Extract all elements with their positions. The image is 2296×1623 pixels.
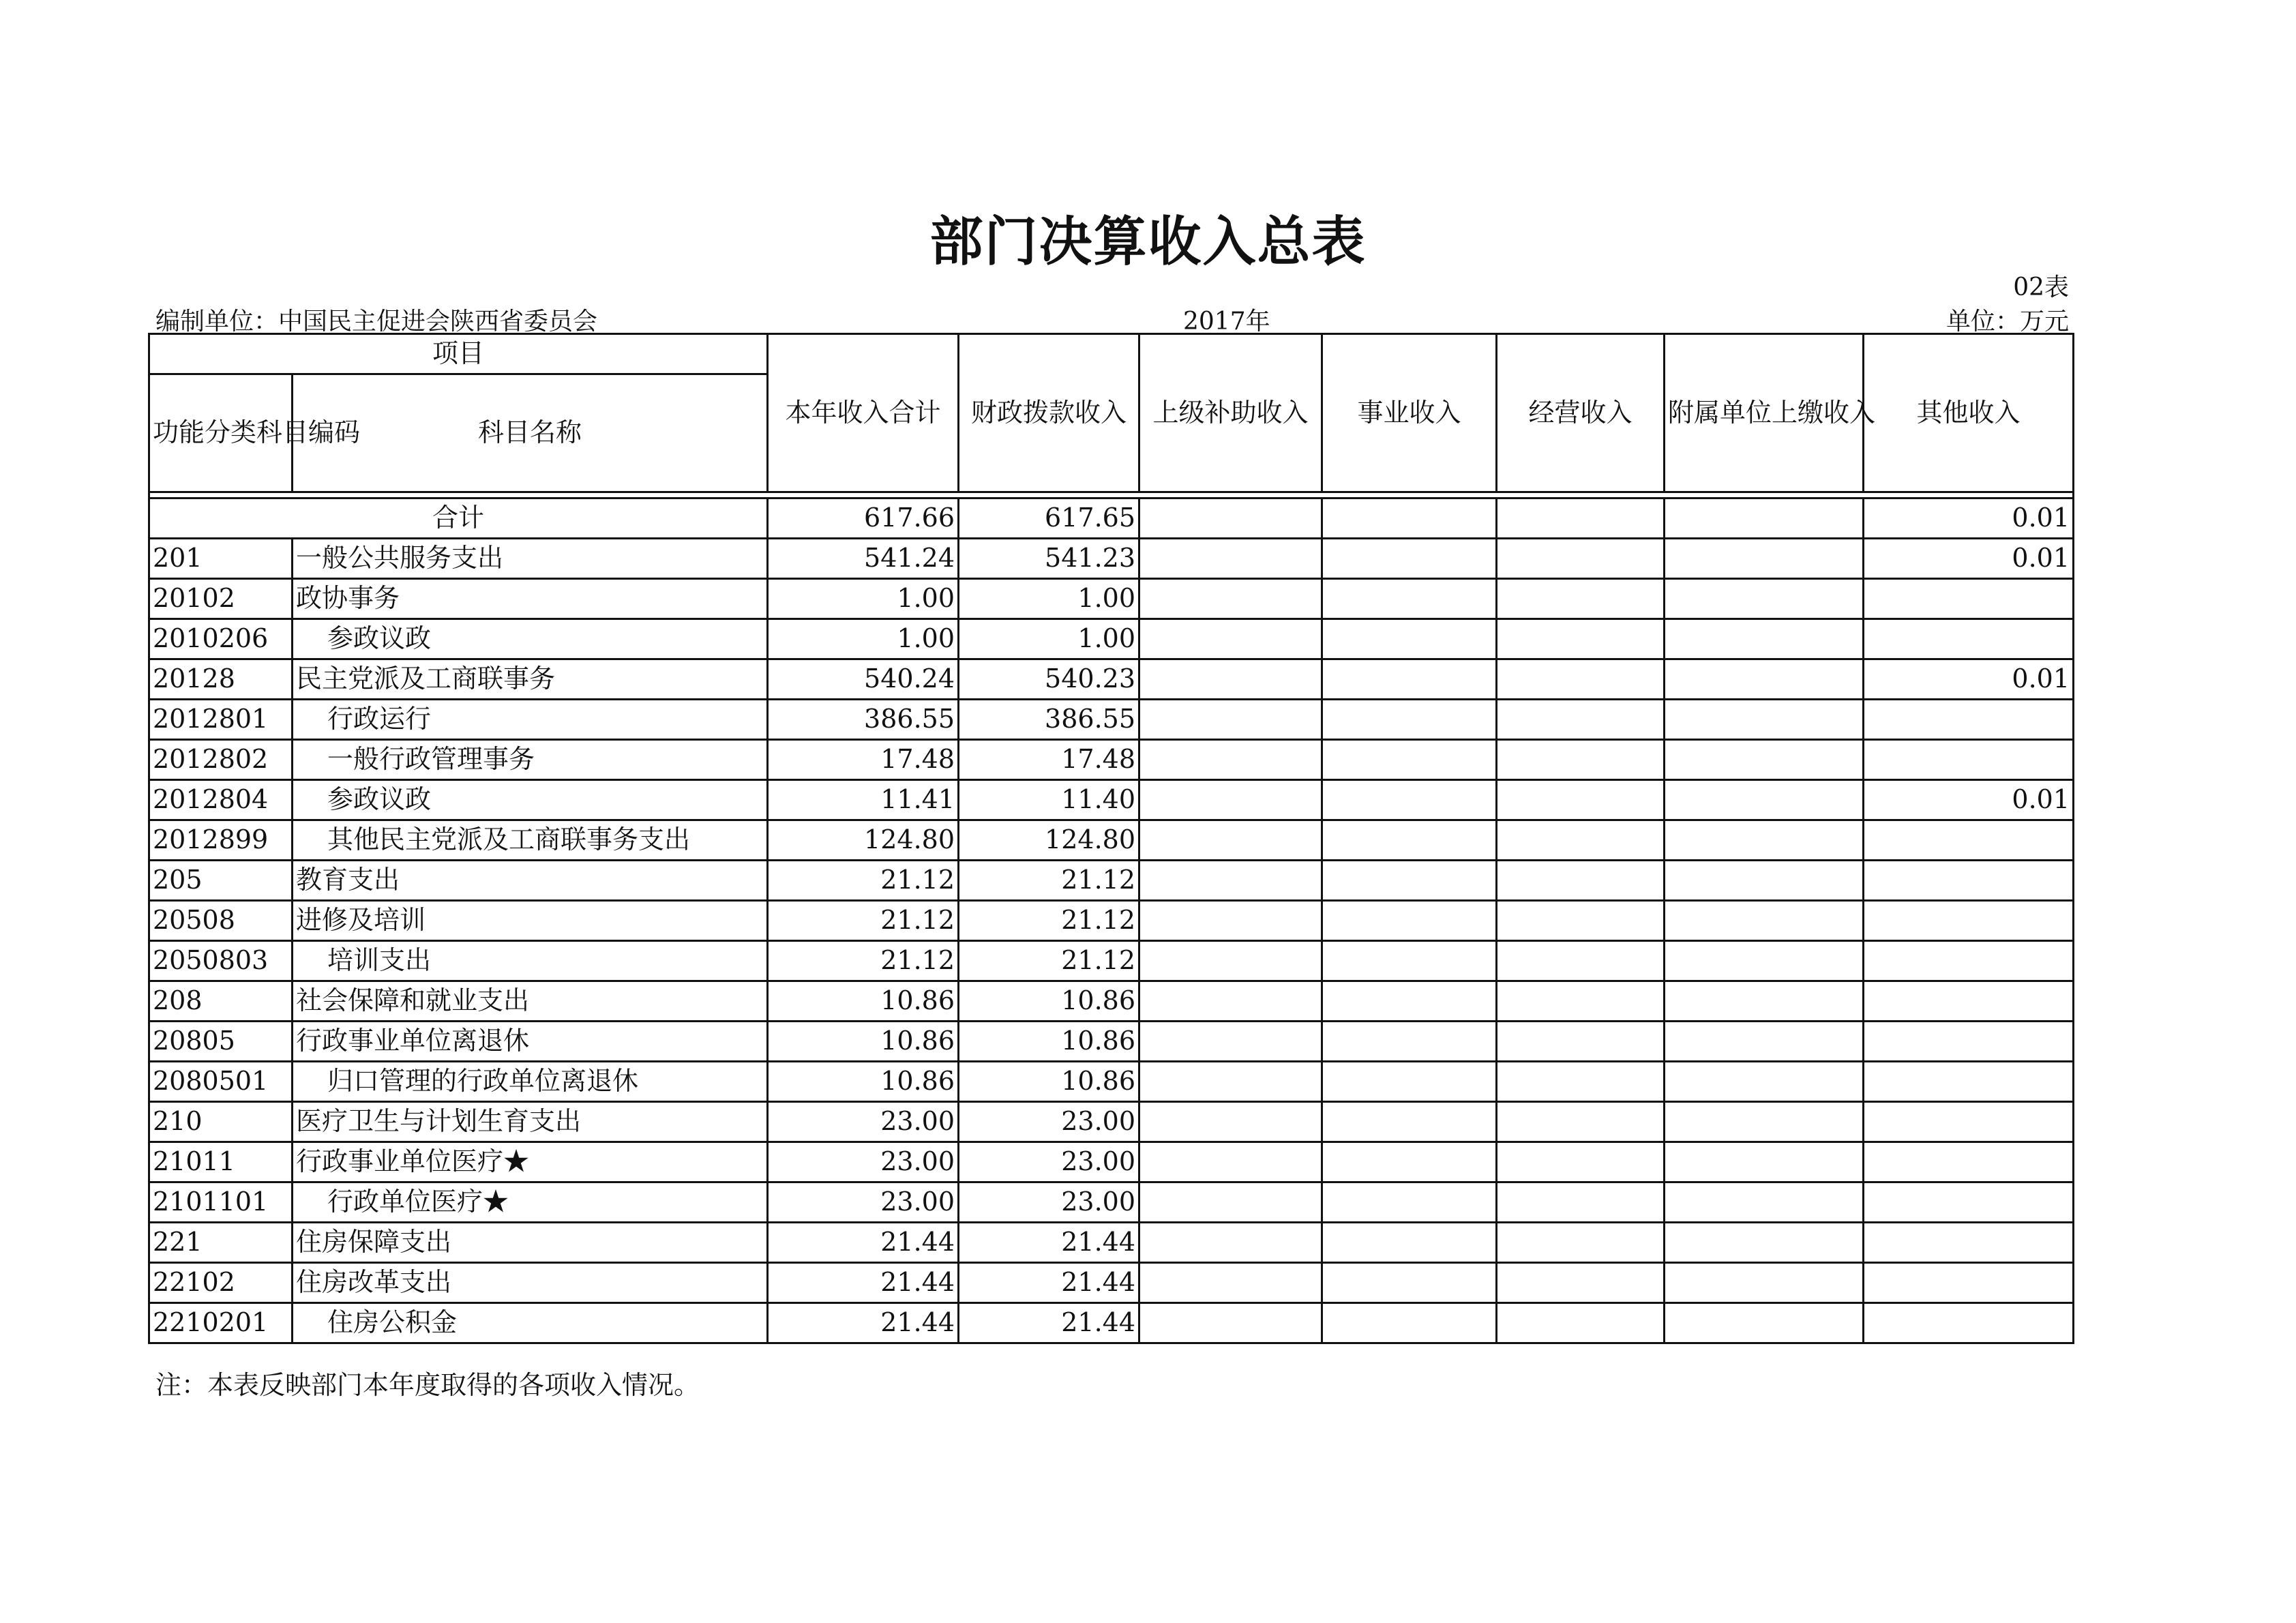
subsidy-cell	[1139, 941, 1322, 981]
table-row	[149, 579, 2074, 619]
code-cell: 20508	[149, 901, 293, 941]
subsidy-cell	[1139, 539, 1322, 579]
code-cell: 2080501	[149, 1062, 293, 1102]
operation-cell	[1497, 1142, 1665, 1182]
fiscal-cell: 23.00	[959, 1102, 1139, 1142]
affiliate-cell	[1665, 981, 1864, 1022]
subsidy-cell	[1139, 1303, 1322, 1343]
affiliate-cell	[1665, 539, 1864, 579]
operation-cell	[1497, 780, 1665, 820]
table-row	[149, 820, 2074, 861]
affiliate-cell	[1665, 1142, 1864, 1182]
name-cell: 参政议政	[293, 780, 768, 820]
table-row	[149, 1102, 2074, 1142]
operation-cell	[1497, 820, 1665, 861]
income-table	[148, 333, 2074, 1344]
business-cell	[1322, 740, 1497, 780]
fiscal-cell: 21.44	[959, 1263, 1139, 1303]
table-row	[149, 700, 2074, 740]
business-cell	[1322, 820, 1497, 861]
total-cell: 21.44	[768, 1303, 959, 1343]
total-cell: 21.44	[768, 1223, 959, 1263]
affiliate-cell	[1665, 1022, 1864, 1062]
subsidy-cell	[1139, 619, 1322, 659]
unit-label: 单位：万元	[1945, 308, 2069, 336]
code-cell: 20102	[149, 579, 293, 619]
business-cell	[1322, 861, 1497, 901]
business-cell	[1322, 579, 1497, 619]
footnote: 注：本表反映部门本年度取得的各项收入情况。	[155, 1370, 700, 1400]
operation-cell	[1497, 1062, 1665, 1102]
table-row	[149, 539, 2074, 579]
operation-cell	[1497, 1182, 1665, 1223]
affiliate-cell	[1665, 619, 1864, 659]
operation-cell	[1497, 1022, 1665, 1062]
affiliate-cell	[1665, 941, 1864, 981]
table-row	[149, 941, 2074, 981]
affiliate-cell	[1665, 780, 1864, 820]
fiscal-cell: 386.55	[959, 700, 1139, 740]
affiliate-cell	[1665, 740, 1864, 780]
code-cell: 2050803	[149, 941, 293, 981]
subsidy-cell	[1139, 740, 1322, 780]
table-row	[149, 740, 2074, 780]
table-row	[149, 1182, 2074, 1223]
table-row	[149, 659, 2074, 700]
other-cell	[1864, 941, 2074, 981]
fiscal-cell: 21.12	[959, 861, 1139, 901]
table-row	[149, 619, 2074, 659]
business-cell	[1322, 1182, 1497, 1223]
affiliate-cell	[1665, 1223, 1864, 1263]
header-name: 科目名称	[293, 374, 768, 492]
subsidy-cell	[1139, 820, 1322, 861]
other-cell	[1864, 1142, 2074, 1182]
total-cell: 11.41	[768, 780, 959, 820]
business-cell	[1322, 941, 1497, 981]
operation-cell	[1497, 539, 1665, 579]
code-cell: 205	[149, 861, 293, 901]
total-operation	[1497, 498, 1665, 539]
fiscal-cell: 1.00	[959, 579, 1139, 619]
code-cell: 210	[149, 1102, 293, 1142]
business-cell	[1322, 901, 1497, 941]
business-cell	[1322, 1223, 1497, 1263]
total-cell: 23.00	[768, 1182, 959, 1223]
subsidy-cell	[1139, 1022, 1322, 1062]
affiliate-cell	[1665, 1102, 1864, 1142]
subsidy-cell	[1139, 861, 1322, 901]
total-cell: 21.12	[768, 901, 959, 941]
code-cell: 20805	[149, 1022, 293, 1062]
header-code: 功能分类科目编码	[149, 374, 293, 492]
subsidy-cell	[1139, 700, 1322, 740]
operation-cell	[1497, 1263, 1665, 1303]
fiscal-cell: 540.23	[959, 659, 1139, 700]
subsidy-cell	[1139, 1263, 1322, 1303]
code-cell: 2101101	[149, 1182, 293, 1223]
total-total: 617.66	[768, 498, 959, 539]
code-cell: 22102	[149, 1263, 293, 1303]
other-cell	[1864, 619, 2074, 659]
table-row	[149, 1022, 2074, 1062]
affiliate-cell	[1665, 1062, 1864, 1102]
fiscal-cell: 23.00	[959, 1142, 1139, 1182]
total-other: 0.01	[1864, 498, 2074, 539]
operation-cell	[1497, 901, 1665, 941]
total-label: 合计	[149, 498, 768, 539]
total-cell: 386.55	[768, 700, 959, 740]
code-cell: 2012804	[149, 780, 293, 820]
name-cell: 参政议政	[293, 619, 768, 659]
code-cell: 2210201	[149, 1303, 293, 1343]
affiliate-cell	[1665, 861, 1864, 901]
subsidy-cell	[1139, 1062, 1322, 1102]
business-cell	[1322, 1142, 1497, 1182]
fiscal-cell: 541.23	[959, 539, 1139, 579]
name-cell: 教育支出	[293, 861, 768, 901]
name-cell: 行政运行	[293, 700, 768, 740]
subsidy-cell	[1139, 1182, 1322, 1223]
total-cell: 540.24	[768, 659, 959, 700]
affiliate-cell	[1665, 820, 1864, 861]
fiscal-cell: 21.12	[959, 901, 1139, 941]
header-affiliate: 附属单位上缴收入	[1665, 334, 1864, 492]
other-cell	[1864, 981, 2074, 1022]
code-cell: 2012899	[149, 820, 293, 861]
code-cell: 21011	[149, 1142, 293, 1182]
operation-cell	[1497, 579, 1665, 619]
other-cell	[1864, 1182, 2074, 1223]
operation-cell	[1497, 1102, 1665, 1142]
code-cell: 2010206	[149, 619, 293, 659]
name-cell: 政协事务	[293, 579, 768, 619]
operation-cell	[1497, 1223, 1665, 1263]
table-row	[149, 861, 2074, 901]
operation-cell	[1497, 981, 1665, 1022]
name-cell: 住房改革支出	[293, 1263, 768, 1303]
total-cell: 10.86	[768, 1022, 959, 1062]
name-cell: 其他民主党派及工商联事务支出	[293, 820, 768, 861]
name-cell: 住房公积金	[293, 1303, 768, 1343]
code-cell: 201	[149, 539, 293, 579]
fiscal-cell: 21.12	[959, 941, 1139, 981]
other-cell: 0.01	[1864, 659, 2074, 700]
fiscal-cell: 21.44	[959, 1303, 1139, 1343]
table-row	[149, 981, 2074, 1022]
total-fiscal: 617.65	[959, 498, 1139, 539]
total-cell: 21.44	[768, 1263, 959, 1303]
name-cell: 行政事业单位离退休	[293, 1022, 768, 1062]
affiliate-cell	[1665, 700, 1864, 740]
total-cell: 21.12	[768, 861, 959, 901]
operation-cell	[1497, 659, 1665, 700]
total-cell: 124.80	[768, 820, 959, 861]
fiscal-cell: 17.48	[959, 740, 1139, 780]
subsidy-cell	[1139, 1142, 1322, 1182]
fiscal-cell: 23.00	[959, 1182, 1139, 1223]
fiscal-cell: 1.00	[959, 619, 1139, 659]
other-cell	[1864, 1062, 2074, 1102]
fiscal-cell: 124.80	[959, 820, 1139, 861]
business-cell	[1322, 700, 1497, 740]
subsidy-cell	[1139, 1223, 1322, 1263]
name-cell: 医疗卫生与计划生育支出	[293, 1102, 768, 1142]
other-cell	[1864, 700, 2074, 740]
affiliate-cell	[1665, 579, 1864, 619]
code-cell: 2012802	[149, 740, 293, 780]
business-cell	[1322, 1022, 1497, 1062]
page-title: 部门决算收入总表	[929, 211, 1367, 273]
business-cell	[1322, 1102, 1497, 1142]
operation-cell	[1497, 700, 1665, 740]
total-cell: 21.12	[768, 941, 959, 981]
header-business: 事业收入	[1322, 334, 1497, 492]
business-cell	[1322, 619, 1497, 659]
code-cell: 208	[149, 981, 293, 1022]
other-cell	[1864, 1223, 2074, 1263]
other-cell	[1864, 1303, 2074, 1343]
code-cell: 2012801	[149, 700, 293, 740]
other-cell	[1864, 1263, 2074, 1303]
total-cell: 17.48	[768, 740, 959, 780]
affiliate-cell	[1665, 659, 1864, 700]
total-cell: 23.00	[768, 1102, 959, 1142]
subsidy-cell	[1139, 780, 1322, 820]
total-subsidy	[1139, 498, 1322, 539]
header-fiscal: 财政拨款收入	[959, 334, 1139, 492]
other-cell: 0.01	[1864, 780, 2074, 820]
fiscal-cell: 10.86	[959, 1022, 1139, 1062]
total-cell: 23.00	[768, 1142, 959, 1182]
business-cell	[1322, 981, 1497, 1022]
business-cell	[1322, 1263, 1497, 1303]
other-cell	[1864, 1022, 2074, 1062]
operation-cell	[1497, 861, 1665, 901]
total-cell: 1.00	[768, 579, 959, 619]
other-cell	[1864, 820, 2074, 861]
other-cell: 0.01	[1864, 539, 2074, 579]
operation-cell	[1497, 740, 1665, 780]
affiliate-cell	[1665, 1303, 1864, 1343]
table-row	[149, 1303, 2074, 1343]
report-year: 2017年	[1183, 308, 1270, 336]
header-total: 本年收入合计	[768, 334, 959, 492]
total-cell: 10.86	[768, 981, 959, 1022]
name-cell: 归口管理的行政单位离退休	[293, 1062, 768, 1102]
subsidy-cell	[1139, 659, 1322, 700]
operation-cell	[1497, 1303, 1665, 1343]
fiscal-cell: 10.86	[959, 981, 1139, 1022]
code-cell: 20128	[149, 659, 293, 700]
subsidy-cell	[1139, 579, 1322, 619]
form-number: 02表	[2013, 273, 2069, 301]
business-cell	[1322, 539, 1497, 579]
table-row	[149, 901, 2074, 941]
name-cell: 一般行政管理事务	[293, 740, 768, 780]
table-row	[149, 1062, 2074, 1102]
affiliate-cell	[1665, 1182, 1864, 1223]
total-cell: 10.86	[768, 1062, 959, 1102]
name-cell: 社会保障和就业支出	[293, 981, 768, 1022]
business-cell	[1322, 659, 1497, 700]
total-business	[1322, 498, 1497, 539]
name-cell: 住房保障支出	[293, 1223, 768, 1263]
header-subsidy: 上级补助收入	[1139, 334, 1322, 492]
affiliate-cell	[1665, 1263, 1864, 1303]
fiscal-cell: 21.44	[959, 1223, 1139, 1263]
subsidy-cell	[1139, 901, 1322, 941]
business-cell	[1322, 780, 1497, 820]
business-cell	[1322, 1062, 1497, 1102]
name-cell: 行政事业单位医疗★	[293, 1142, 768, 1182]
header-other: 其他收入	[1864, 334, 2074, 492]
other-cell	[1864, 579, 2074, 619]
name-cell: 民主党派及工商联事务	[293, 659, 768, 700]
code-cell: 221	[149, 1223, 293, 1263]
organization: 编制单位：中国民主促进会陕西省委员会	[155, 308, 598, 336]
other-cell	[1864, 861, 2074, 901]
name-cell: 一般公共服务支出	[293, 539, 768, 579]
table-row	[149, 1263, 2074, 1303]
name-cell: 行政单位医疗★	[293, 1182, 768, 1223]
subsidy-cell	[1139, 981, 1322, 1022]
business-cell	[1322, 1303, 1497, 1343]
table-row	[149, 780, 2074, 820]
header-item: 项目	[149, 334, 768, 374]
name-cell: 培训支出	[293, 941, 768, 981]
fiscal-cell: 11.40	[959, 780, 1139, 820]
other-cell	[1864, 740, 2074, 780]
other-cell	[1864, 1102, 2074, 1142]
name-cell: 进修及培训	[293, 901, 768, 941]
total-cell: 1.00	[768, 619, 959, 659]
table-row	[149, 1223, 2074, 1263]
total-cell: 541.24	[768, 539, 959, 579]
header-operation: 经营收入	[1497, 334, 1665, 492]
other-cell	[1864, 901, 2074, 941]
operation-cell	[1497, 941, 1665, 981]
operation-cell	[1497, 619, 1665, 659]
total-affiliate	[1665, 498, 1864, 539]
affiliate-cell	[1665, 901, 1864, 941]
fiscal-cell: 10.86	[959, 1062, 1139, 1102]
total-row	[149, 498, 2074, 539]
subsidy-cell	[1139, 1102, 1322, 1142]
table-row	[149, 1142, 2074, 1182]
